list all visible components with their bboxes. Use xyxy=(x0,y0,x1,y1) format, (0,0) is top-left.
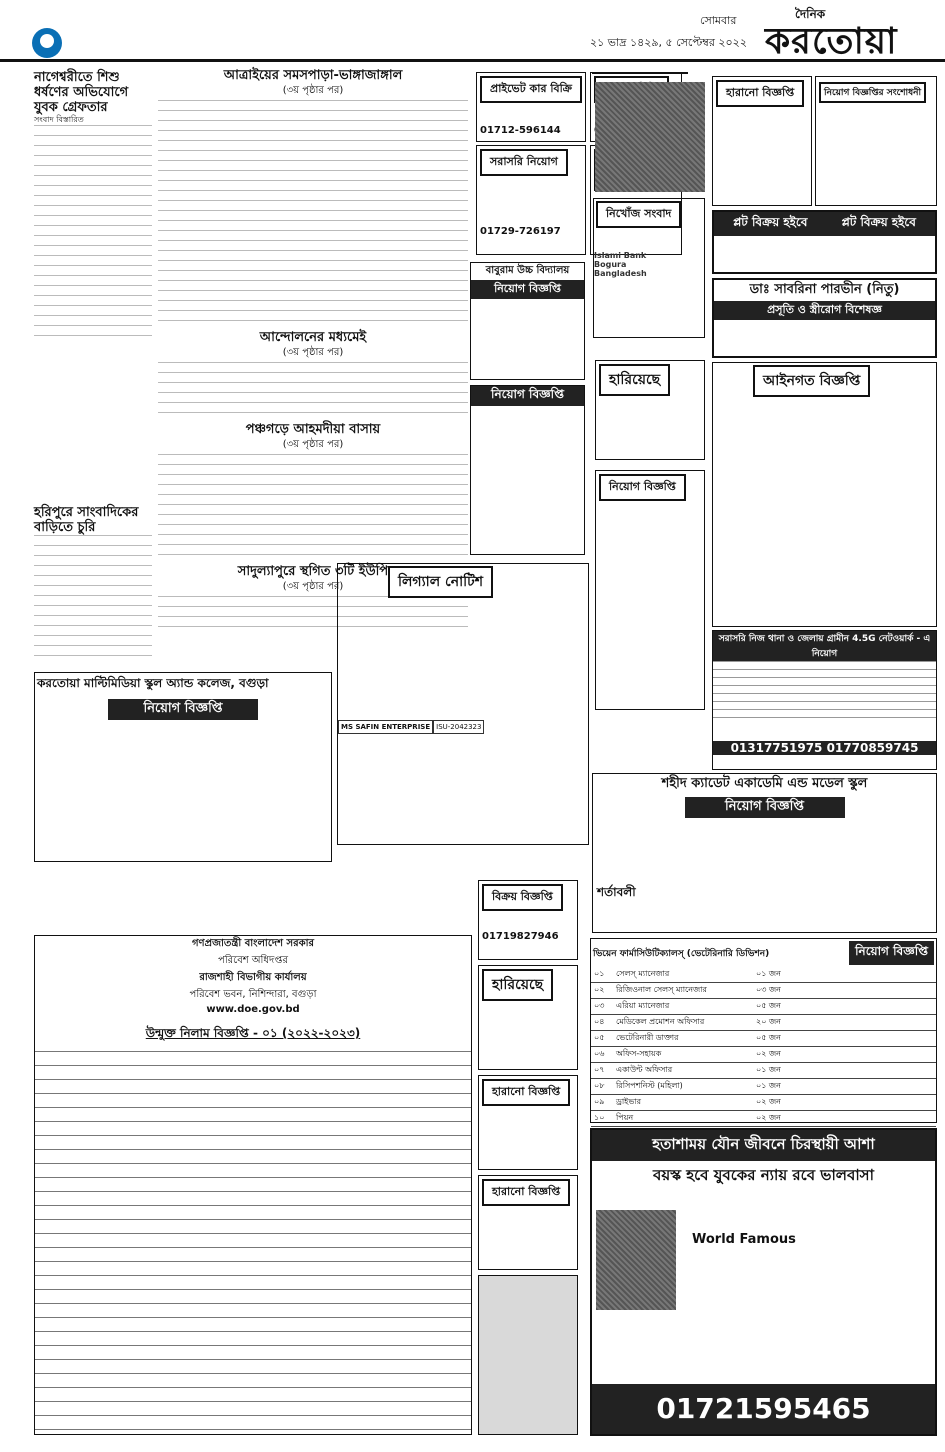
health-sub: বয়স্ক হবে যুবকের ন্যায় রবে ভালবাসা xyxy=(653,1166,874,1184)
ad-phone: 01729-726197 xyxy=(480,226,561,237)
ad-title: প্রাইভেট কার বিক্রি xyxy=(480,76,582,103)
pharma-cell-no: ০৮ xyxy=(594,1081,605,1090)
legal-id: ISU-2042323 xyxy=(433,720,484,734)
pharma-name: ভিয়েন ফার্মাসিউটিক্যালস্ (ভেটেরিনারি ডিভিশন) xyxy=(593,948,770,959)
pharma-cell-no: ১০ xyxy=(594,1113,605,1122)
ad-title: নিয়োগ বিজ্ঞপ্তির সংশোধনী xyxy=(819,82,926,103)
missing-person-photo xyxy=(595,82,705,192)
pharma-cell-no: ০৩ xyxy=(594,1001,605,1010)
ad-title-2: প্লট বিক্রয় হইবে xyxy=(841,215,916,229)
govt-office: রাজশাহী বিভাগীয় কার্যালয় xyxy=(199,972,307,983)
ad-title: হারানো বিজ্ঞপ্তি xyxy=(482,1079,570,1106)
pharma-cell-no: ০৪ xyxy=(594,1017,605,1026)
ad-school xyxy=(470,262,585,380)
world-famous: World Famous xyxy=(692,1232,796,1247)
ad-title: নিখোঁজ সংবাদ xyxy=(596,201,681,228)
health-title: হতাশাময় যৌন জীবনে চিরস্থায়ী আশা xyxy=(592,1130,935,1161)
pharma-cell-qty: ০৫ জন xyxy=(756,1033,781,1042)
pharma-cell-qty: ২০ জন xyxy=(756,1017,781,1026)
pharma-row xyxy=(591,1047,936,1063)
pharma-row xyxy=(591,1015,936,1031)
pharma-cell-post: রিজিওনাল সেলস্ ম্যানেজার xyxy=(616,985,707,994)
ad-lost-3 xyxy=(478,965,578,1070)
ad-direct-recruit xyxy=(476,145,586,255)
network-text xyxy=(713,661,936,721)
pharma-cell-post: রিসিপশনিস্ট (মহিলা) xyxy=(616,1081,683,1090)
govt-title: গণপ্রজাতন্ত্রী বাংলাদেশ সরকার xyxy=(192,938,314,949)
conditions-label: শর্তাবলী xyxy=(597,885,636,899)
news-title: সাদুল্যাপুরে স্থগিত ৩টি ইউপি xyxy=(237,564,389,579)
ad-doctor xyxy=(712,278,937,358)
ad-sub: নিয়োগ বিজ্ঞপ্তি xyxy=(685,797,845,818)
ad-pharma xyxy=(590,938,937,1123)
ad-title: বাবুরাম উচ্চ বিদ্যালয় xyxy=(485,265,570,276)
pharma-cell-qty: ০২ জন xyxy=(756,1049,781,1058)
ad-health xyxy=(590,1128,937,1436)
pharma-cell-qty: ০৩ জন xyxy=(756,985,781,994)
pharma-table xyxy=(591,967,936,1127)
pharma-row xyxy=(591,1095,936,1111)
pharma-cell-post: এরিয়া ম্যানেজার xyxy=(616,1001,670,1010)
pharma-cell-post: অফিস-সহায়ক xyxy=(616,1049,662,1058)
pharma-cell-qty: ০১ জন xyxy=(756,1065,781,1074)
enterprise-name: MS SAFIN ENTERPRISE xyxy=(338,720,433,734)
ad-title: হারিয়েছে xyxy=(482,969,553,1001)
ad-title: করতোয়া মাল্টিমিডিয়া স্কুল অ্যান্ড কলেজ, বগুড়া xyxy=(37,676,269,690)
news-text-lines xyxy=(158,454,468,564)
header-date: ২১ ভাদ্র ১৪২৯, ৫ সেপ্টেম্বর ২০২২ xyxy=(590,36,747,49)
news-sub: (৩য় পৃষ্ঠার পর) xyxy=(282,347,344,358)
ad-plot-sale xyxy=(712,210,937,274)
pharma-row xyxy=(591,967,936,983)
pharma-cell-post: ড্রাইভার xyxy=(616,1097,642,1106)
ad-phone: 01712-596144 xyxy=(480,125,561,136)
ad-sale xyxy=(478,880,578,960)
pharma-row xyxy=(591,999,936,1015)
ad-private-car xyxy=(476,72,586,142)
pharma-cell-no: ০৫ xyxy=(594,1033,605,1042)
ad-recruit-3 xyxy=(595,470,705,710)
news-title: পঞ্চগড়ে আহমদীয়া বাসায় xyxy=(245,422,381,437)
pharma-cell-qty: ০১ জন xyxy=(756,1081,781,1090)
spacer xyxy=(592,72,688,74)
ad-recruit-2 xyxy=(470,385,585,555)
ad-karatoa-school xyxy=(34,672,332,862)
news-title: আত্রাইয়ের সমসপাড়া-ভাঙ্গাজাঙ্গাল xyxy=(223,68,403,83)
ad-title: শহীদ ক্যাডেট একাডেমি এন্ড মডেল স্কুল xyxy=(661,776,868,791)
health-photo xyxy=(596,1210,676,1310)
ad-sub: নিয়োগ বিজ্ঞপ্তি xyxy=(108,699,258,720)
auction-title: উন্মুক্ত নিলাম বিজ্ঞপ্তি - ০১ (২০২২-২০২৩) xyxy=(145,1026,361,1040)
page-header xyxy=(0,0,945,62)
ad-title: ডাঃ সাবরিনা পারভীন (নিতু) xyxy=(749,282,900,297)
ad-lost-5 xyxy=(478,1175,578,1270)
ad-academy xyxy=(592,773,937,933)
pharma-cell-post: মেডিকেল প্রমোশন অফিসার xyxy=(616,1017,705,1026)
news-text-lines xyxy=(158,362,468,422)
ad-title: হারিয়েছে xyxy=(599,364,670,396)
auction-table xyxy=(35,1051,471,1431)
ad-title: প্লট বিক্রয় হইবে xyxy=(733,215,808,229)
pharma-cell-qty: ০১ জন xyxy=(756,969,781,978)
ad-govt-auction xyxy=(34,935,472,1435)
ad-phone: 01719827946 xyxy=(482,931,559,942)
pharma-cell-post: একাউন্ট অফিসার xyxy=(616,1065,673,1074)
pharma-cell-post: পিয়ন xyxy=(616,1113,634,1122)
pharma-row xyxy=(591,1031,936,1047)
ad-title: লিগ্যাল নোটিশ xyxy=(388,566,493,598)
govt-address: পরিবেশ ভবন, নিশিন্দারা, বগুড়া xyxy=(189,989,317,1000)
ad-bank: Islami Bank Bogura Bangladesh xyxy=(594,251,647,278)
header-day: সোমবার xyxy=(700,14,737,27)
news-sub: (৩য় পৃষ্ঠার পর) xyxy=(282,439,344,450)
ad-missing xyxy=(593,198,705,338)
news-title: আন্দোলনের মধ্যমেই xyxy=(259,330,367,345)
pharma-cell-no: ০১ xyxy=(594,969,605,978)
govt-website: www.doe.gov.bd xyxy=(206,1004,300,1015)
pharma-row xyxy=(591,1111,936,1127)
news-text-lines xyxy=(158,100,468,330)
ad-title: নিয়োগ বিজ্ঞপ্তি xyxy=(471,386,584,406)
ad-lost-1 xyxy=(712,76,812,206)
ad-sub: নিয়োগ বিজ্ঞপ্তি xyxy=(471,280,584,299)
pharma-cell-post: সেলস্ ম্যানেজার xyxy=(616,969,670,978)
masthead: করতোয়া xyxy=(765,20,898,62)
news-text-lines xyxy=(34,125,152,345)
ad-lost-2 xyxy=(595,360,705,460)
pharma-cell-no: ০৬ xyxy=(594,1049,605,1058)
news-title: নাগেশ্বরীতে শিশু ধর্ষণের অভিযোগে যুবক গ্রেফতার xyxy=(34,70,129,115)
news-article-6 xyxy=(34,505,152,670)
pharma-cell-post: ভেটেরিনারী ডাক্তার xyxy=(616,1033,679,1042)
health-phone: 01721595465 xyxy=(592,1384,935,1434)
masthead-small: দৈনিক xyxy=(795,7,826,21)
ad-sub: প্রসূতি ও স্ত্রীরোগ বিশেষজ্ঞ xyxy=(714,301,935,320)
pharma-title: নিয়োগ বিজ্ঞপ্তি xyxy=(849,941,934,965)
ad-title: বিক্রয় বিজ্ঞপ্তি xyxy=(482,884,563,911)
ad-small-footer xyxy=(478,1275,578,1435)
pharma-row xyxy=(591,1079,936,1095)
pharma-cell-no: ০৯ xyxy=(594,1097,605,1106)
news-body: সংবাদ বিস্তারিত xyxy=(34,115,84,124)
newspaper-logo-icon xyxy=(32,28,62,58)
pharma-cell-qty: ০৫ জন xyxy=(756,1001,781,1010)
pharma-cell-qty: ০২ জন xyxy=(756,1113,781,1122)
news-title: হরিপুরে সাংবাদিকের বাড়িতে চুরি xyxy=(34,505,139,535)
ad-title: হারানো বিজ্ঞপ্তি xyxy=(716,80,804,107)
news-article-1 xyxy=(34,70,152,330)
pharma-cell-no: ০৭ xyxy=(594,1065,605,1074)
ad-title: আইনগত বিজ্ঞপ্তি xyxy=(753,365,870,397)
pharma-cell-qty: ০২ জন xyxy=(756,1097,781,1106)
ad-title: হারানো বিজ্ঞপ্তি xyxy=(482,1179,570,1206)
pharma-row xyxy=(591,983,936,999)
news-sub: (৩য় পৃষ্ঠার পর) xyxy=(282,85,344,96)
news-text-lines xyxy=(34,535,152,665)
ad-title: নিয়োগ বিজ্ঞপ্তি xyxy=(599,474,686,501)
news-sub: (৩য় পৃষ্ঠার পর) xyxy=(282,581,344,592)
ad-legal-notice xyxy=(337,563,589,845)
ad-network xyxy=(712,630,937,770)
ad-phone: 01317751975 01770859745 xyxy=(713,741,936,755)
pharma-cell-no: ০২ xyxy=(594,985,605,994)
ad-title: সরাসরি নিজ থানা ও জেলায় গ্রামীন 4.5G নেটওয়ার্ক - এ নিয়োগ xyxy=(713,631,936,661)
pharma-row xyxy=(591,1063,936,1079)
ad-legal xyxy=(712,362,937,627)
ad-correction xyxy=(815,76,937,206)
ad-title: সরাসরি নিয়োগ xyxy=(480,149,568,176)
ad-lost-4 xyxy=(478,1075,578,1170)
govt-dept: পরিবেশ অধিদপ্তর xyxy=(218,955,288,966)
